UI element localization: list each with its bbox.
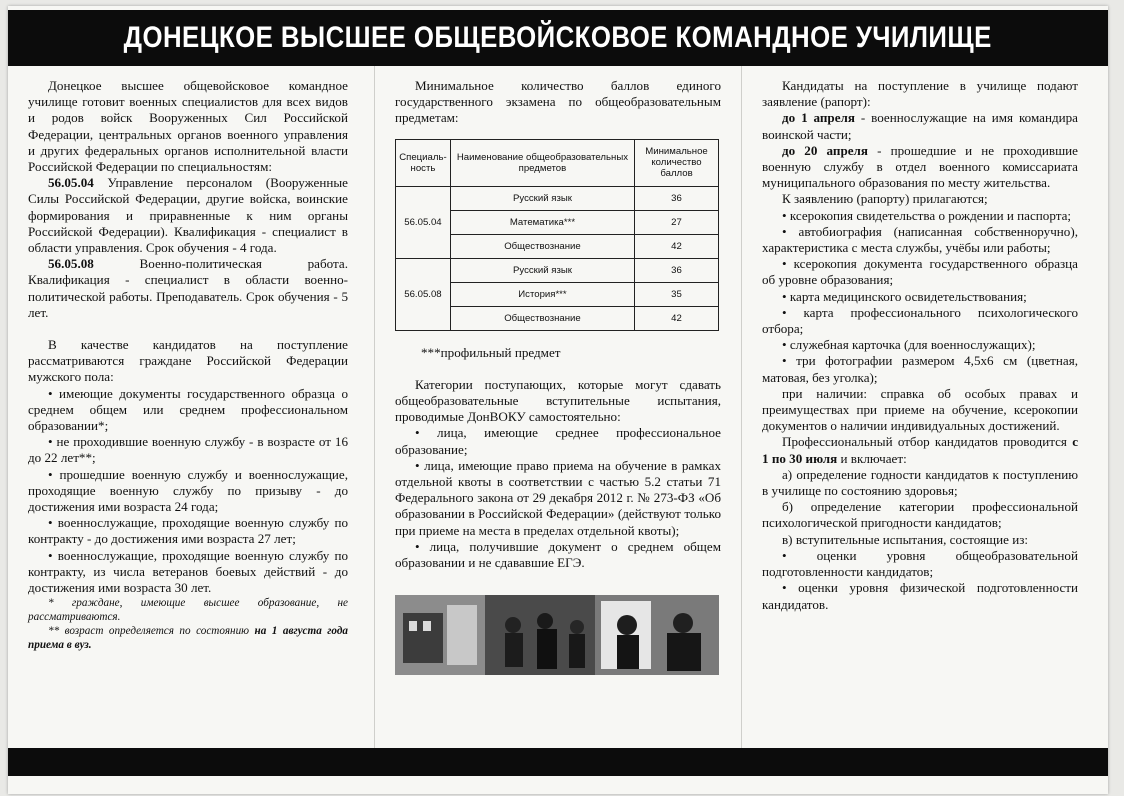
title-banner (8, 10, 1108, 66)
min-scores-table (395, 139, 719, 331)
table-row (396, 186, 719, 210)
table-header: Наименование общеобразовательных предметов (450, 139, 634, 186)
footnote-2: ** возраст определяется по состоянию на 1 августа года приема в вуз. (28, 625, 348, 652)
specialty-code-cell: 56.05.04 (396, 186, 451, 258)
candidate-item: • имеющие документы государственного образца о среднем общем или среднем профессиональном образовании*; (28, 385, 348, 434)
candidate-item: • военнослужащие, проходящие военную службу по контракту, из числа ветеранов боевых действий - до достижения ими возраста 30 лет. (28, 547, 348, 596)
attachment-item: • ксерокопия документа государственного образца об уровне образования; (762, 256, 1078, 288)
specialty-2 (28, 256, 348, 321)
specialty-code-cell: 56.05.08 (396, 258, 451, 330)
candidate-item: • не проходившие военную службу - в возрасте от 16 до 22 лет**; (28, 434, 348, 466)
deadline-2: до 20 апреля - прошедшие и не проходившие военную службу в отдел военного комиссариата муниципального образования по месту жительства. (762, 142, 1078, 191)
table-header: Специаль-ность (396, 139, 451, 186)
selection-step: а) определение годности кандидатов к поступлению в училище по состоянию здоровья; (762, 466, 1078, 499)
subject-cell: Математика*** (450, 210, 634, 234)
intro-paragraph: Донецкое высшее общевойсковое командное училище готовит военных специалистов для всех видов и родов войск Вооруженных Сил Российской Федерации, центральных органов военного управления и других федеральных органов исполнительной власти Российской Федерации по специальностям: (28, 78, 348, 175)
specialty-2-text: Военно-политическая работа. Квалификация - специалист в области военно-политической работы. Преподаватель. Срок обучения - 5 лет. (28, 256, 348, 320)
attachment-item: • автобиография (написанная собственноручно), характеристика с места службы, учёбы или работы; (762, 223, 1078, 256)
deadline-1: до 1 апреля - военнослужащие на имя командира воинской части; (762, 110, 1078, 142)
application-intro: Кандидаты на поступление в училище подают заявление (рапорт): (762, 78, 1078, 110)
score-cell: 27 (635, 210, 719, 234)
selection-intro: Профессиональный отбор кандидатов проводится с 1 по 30 июля и включает: (762, 434, 1078, 466)
specialty-2-code: 56.05.08 (48, 256, 94, 272)
table-header-row (396, 139, 719, 186)
fold-line-2 (741, 66, 742, 748)
subject-cell: Обществознание (450, 306, 634, 330)
subject-cell: История*** (450, 282, 634, 306)
optional-documents: при наличии: справка об особых правах и преимуществах при приеме на обучение, ксерокопии документов о наличии индивидуальных достижений. (762, 385, 1078, 434)
specialty-1 (28, 175, 348, 256)
min-scores-intro: Минимальное количество баллов единого государственного экзамена по общеобразовательным предметам: (395, 78, 721, 126)
score-cell: 36 (635, 258, 719, 282)
subject-cell: Русский язык (450, 186, 634, 210)
score-cell: 36 (635, 186, 719, 210)
candidate-item: • прошедшие военную службу и военнослужащие, проходящие военную службу по призыву - до достижения ими возраста 24 года; (28, 466, 348, 515)
specialty-1-code: 56.05.04 (48, 175, 94, 191)
attachment-item: • ксерокопия свидетельства о рождении и паспорта; (782, 207, 1072, 223)
attachments-intro: К заявлению (рапорту) прилагаются; (782, 191, 988, 207)
photo-collage-image (395, 595, 719, 675)
score-cell: 42 (635, 234, 719, 258)
selection-step: • оценки уровня физической подготовленности кандидатов. (762, 580, 1078, 612)
table-header: Минимальное количество баллов (635, 139, 719, 186)
table-row (396, 258, 719, 282)
categories-intro: Категории поступающих, которые могут сдавать общеобразовательные вступительные испытания, проводимые ДонВОКУ самостоятельно: (395, 376, 721, 425)
military-photo-strip (395, 595, 719, 675)
subject-cell: Обществознание (450, 234, 634, 258)
specialty-1-text: Управление персоналом (Вооруженные Силы Российской Федерации, другие войска, воинские формирования и приравненные к ним органы Российской Федерации). Квалификация - специалист в области управления. Срок обучения - 4 года. (28, 175, 348, 256)
selection-step: б) определение категории профессиональной психологической пригодности кандидатов; (762, 499, 1078, 531)
column-3 (762, 78, 1078, 613)
score-cell: 35 (635, 282, 719, 306)
category-item: • лица, получившие документ о среднем общем образовании и не сдававшие ЕГЭ. (395, 538, 721, 571)
category-item: • лица, имеющие право приема на обучение в рамках отдельной квоты в соответствии с частью 5.2 статьи 71 Федерального закона от 29 декабря 2012 г. № 273-ФЗ «Об образовании в Российской Федерации» (действуют только при приеме на места в пределах отдельной квоты); (395, 457, 721, 538)
bottom-banner (8, 748, 1108, 776)
page-title: ДОНЕЦКОЕ ВЫСШЕЕ ОБЩЕВОЙСКОВОЕ КОМАНДНОЕ УЧИЛИЩЕ (123, 21, 993, 54)
subject-cell: Русский язык (450, 258, 634, 282)
candidates-intro: В качестве кандидатов на поступление рассматриваются граждане Российской Федерации мужского пола: (28, 337, 348, 385)
selection-step: в) вступительные испытания, состоящие из: (782, 531, 1029, 547)
category-item: • лица, имеющие среднее профессиональное образование; (395, 425, 721, 457)
selection-step: • оценки уровня общеобразовательной подготовленности кандидатов; (762, 547, 1078, 580)
attachment-item: • карта медицинского освидетельствования; (782, 288, 1027, 304)
score-cell: 42 (635, 306, 719, 330)
column-1 (28, 78, 348, 652)
fold-line-1 (374, 66, 375, 748)
attachment-item: • карта профессионального психологического отбора; (762, 304, 1078, 337)
footnote-1: * граждане, имеющие высшее образование, не рассматриваются. (28, 597, 348, 624)
profile-subject-note: ***профильный предмет (421, 344, 561, 360)
attachment-item: • три фотографии размером 4,5х6 см (цветная, матовая, без уголка); (762, 353, 1078, 385)
attachment-item: • служебная карточка (для военнослужащих); (782, 337, 1036, 353)
candidate-item: • военнослужащие, проходящие военную службу по контракту - до достижения ими возраста 27 лет; (28, 515, 348, 547)
column-2 (395, 78, 721, 675)
